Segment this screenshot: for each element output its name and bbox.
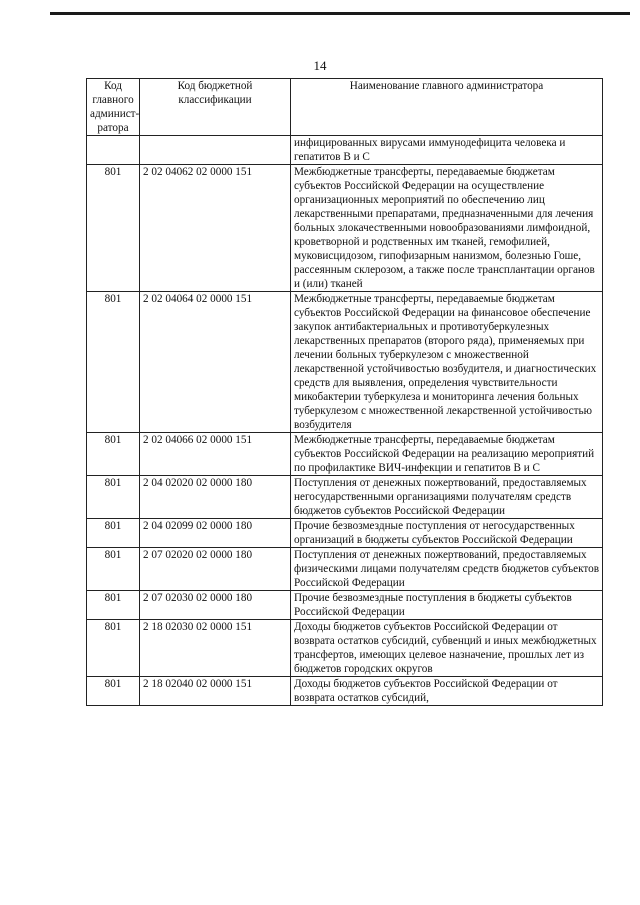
admin-code-cell: 801 — [87, 591, 140, 620]
budget-classification-table — [86, 78, 603, 706]
table-row — [87, 292, 603, 433]
admin-code-cell: 801 — [87, 620, 140, 677]
admin-code-cell: 801 — [87, 519, 140, 548]
budget-code-cell: 2 07 02020 02 0000 180 — [140, 548, 291, 591]
admin-code-cell: 801 — [87, 476, 140, 519]
budget-code-cell: 2 18 02030 02 0000 151 — [140, 620, 291, 677]
table-row — [87, 519, 603, 548]
table-row — [87, 476, 603, 519]
table-header-row — [87, 79, 603, 136]
admin-code-cell: 801 — [87, 677, 140, 706]
admin-code-cell: 801 — [87, 548, 140, 591]
admin-code-cell: 801 — [87, 433, 140, 476]
admin-name-cell: Доходы бюджетов субъектов Российской Федерации от возврата остатков субсидий, — [291, 677, 603, 706]
table-row — [87, 548, 603, 591]
admin-name-cell: Межбюджетные трансферты, передаваемые бюджетам субъектов Российской Федерации на реализацию мероприятий по профилактике ВИЧ-инфекции и гепатитов В и С — [291, 433, 603, 476]
table-row — [87, 433, 603, 476]
admin-name-cell: Межбюджетные трансферты, передаваемые бюджетам субъектов Российской Федерации на финансовое обеспечение закупок антибактериальных и противотуберкулезных лекарственных препаратов (второго ряда), применяемых при лечении больных туберкулезом с множественной лекарственной устойчивостью возбудителя, и диагностических средств для выявления, определения чувствительности микобактерии туберкулеза и мониторинга лечения больных туберкулезом с множественной лекарственной устойчивостью возбудителя — [291, 292, 603, 433]
budget-code-cell — [140, 136, 291, 165]
admin-name-cell: Межбюджетные трансферты, передаваемые бюджетам субъектов Российской Федерации на осуществление организационных мероприятий по обеспечению лиц лекарственными препаратами, предназначенными для лечения больных злокачественными новообразованиями лимфоидной, кроветворной и родственных им тканей, гемофилией, муковисцидозом, гипофизарным нанизмом, болезнью Гоше, рассеянным склерозом, а также после трансплантации органов и (или) тканей — [291, 165, 603, 292]
admin-code-cell: 801 — [87, 292, 140, 433]
table-row — [87, 591, 603, 620]
budget-code-cell: 2 02 04064 02 0000 151 — [140, 292, 291, 433]
admin-name-cell: Прочие безвозмездные поступления в бюджеты субъектов Российской Федерации — [291, 591, 603, 620]
header-admin-code: Код главного админист-ратора — [87, 79, 140, 136]
budget-code-cell: 2 18 02040 02 0000 151 — [140, 677, 291, 706]
admin-name-cell: Поступления от денежных пожертвований, предоставляемых физическими лицами получателям средств бюджетов субъектов Российской Федерации — [291, 548, 603, 591]
table-row — [87, 136, 603, 165]
header-budget-code: Код бюджетной классификации — [140, 79, 291, 136]
table-row — [87, 677, 603, 706]
page-number: 14 — [313, 58, 327, 73]
admin-code-cell — [87, 136, 140, 165]
budget-code-cell: 2 07 02030 02 0000 180 — [140, 591, 291, 620]
table-row — [87, 165, 603, 292]
admin-name-cell: инфицированных вирусами иммунодефицита человека и гепатитов В и С — [291, 136, 603, 165]
top-border-rule — [50, 12, 630, 15]
admin-code-cell: 801 — [87, 165, 140, 292]
budget-code-cell: 2 02 04066 02 0000 151 — [140, 433, 291, 476]
admin-name-cell: Прочие безвозмездные поступления от негосударственных организаций в бюджеты субъектов Российской Федерации — [291, 519, 603, 548]
budget-code-cell: 2 04 02099 02 0000 180 — [140, 519, 291, 548]
budget-code-cell: 2 04 02020 02 0000 180 — [140, 476, 291, 519]
table-row — [87, 620, 603, 677]
admin-name-cell: Поступления от денежных пожертвований, предоставляемых негосударственными организациями получателям средств бюджетов субъектов Российской Федерации — [291, 476, 603, 519]
header-admin-name: Наименование главного администратора — [291, 79, 603, 136]
admin-name-cell: Доходы бюджетов субъектов Российской Федерации от возврата остатков субсидий, субвенций и иных межбюджетных трансфертов, имеющих целевое назначение, прошлых лет из бюджетов городских округов — [291, 620, 603, 677]
budget-code-cell: 2 02 04062 02 0000 151 — [140, 165, 291, 292]
